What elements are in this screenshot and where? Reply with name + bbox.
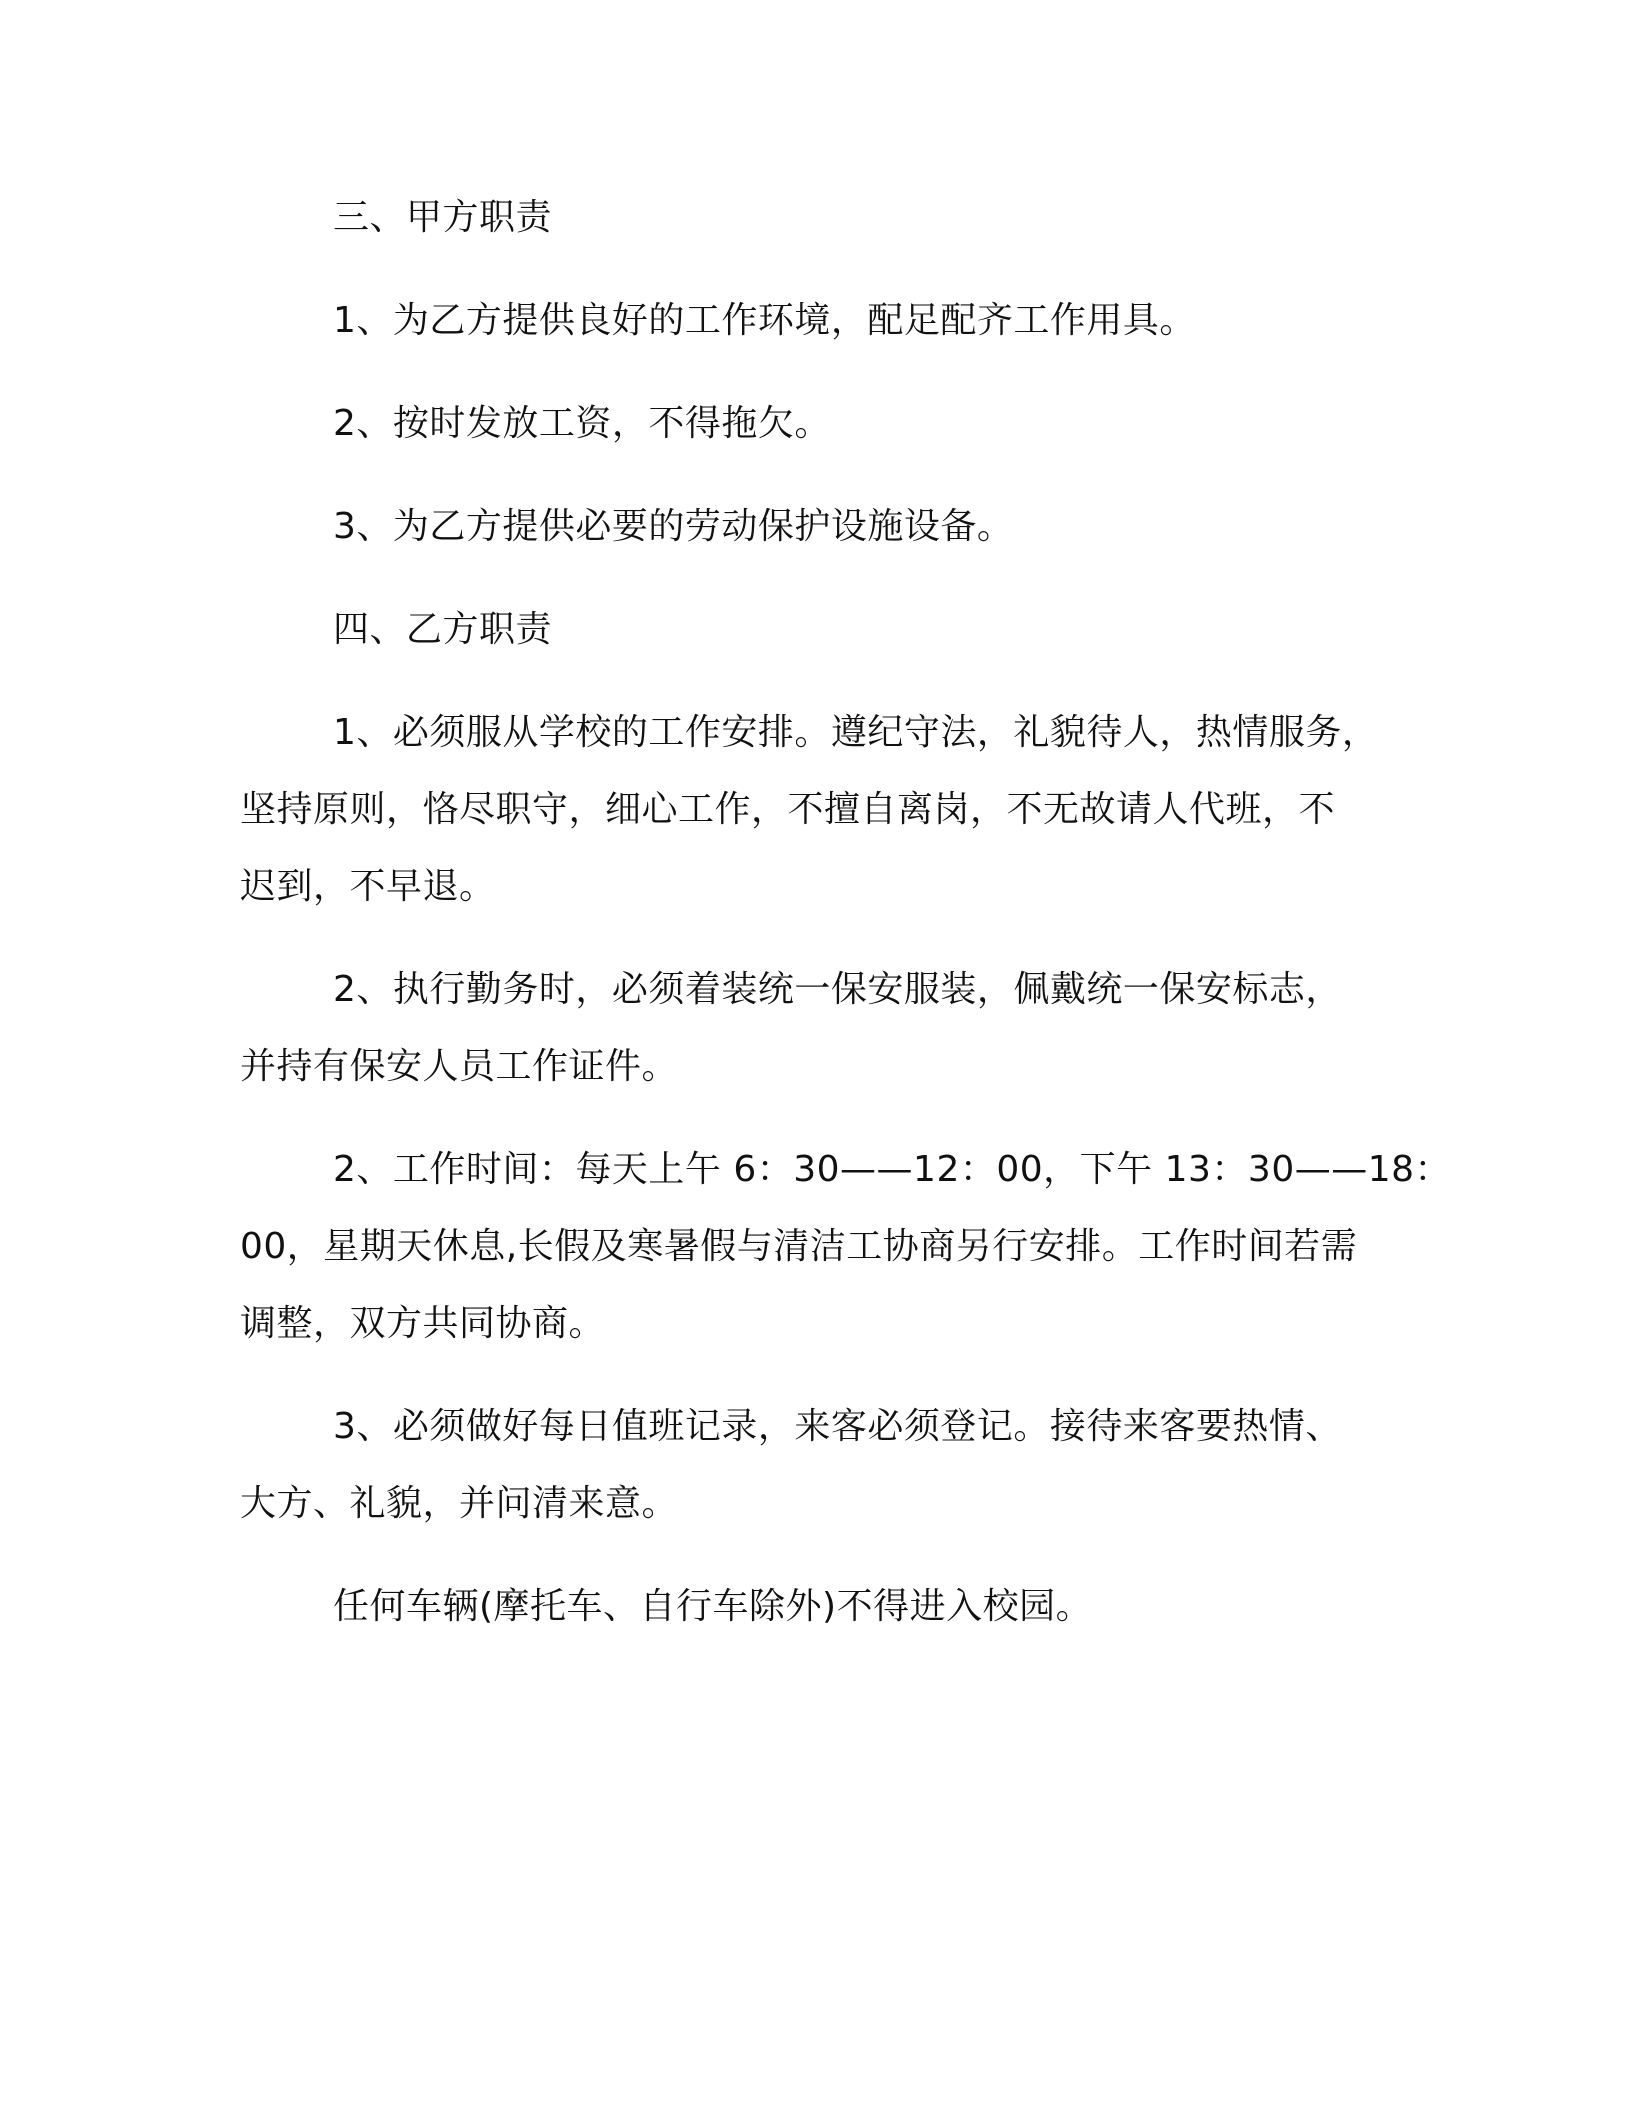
party-b-item-1-line-1: 1、必须服从学校的工作安排。遵纪守法，礼貌待人，热情服务， [333, 712, 1379, 753]
party-b-item-2-line-1: 2、执行勤务时，必须着装统一保安服装，佩戴统一保安标志， [333, 969, 1342, 1010]
party-b-item-3-line-2: 00，星期天休息,长假及寒暑假与清洁工协商另行安排。工作时间若需 [240, 1226, 1358, 1267]
party-b-item-3-line-1: 2、工作时间：每天上午 6：30——12：00，下午 13：30——18： [333, 1149, 1452, 1190]
section-heading-party-a: 三、甲方职责 [333, 197, 553, 238]
party-b-item-1-line-2: 坚持原则，恪尽职守，细心工作，不擅自离岗，不无故请人代班，不 [240, 789, 1336, 830]
party-a-item-3: 3、为乙方提供必要的劳动保护设施设备。 [333, 506, 1014, 547]
section-heading-party-b: 四、乙方职责 [333, 609, 553, 650]
party-b-item-4-line-2: 大方、礼貌，并问清来意。 [240, 1483, 679, 1524]
party-a-item-1: 1、为乙方提供良好的工作环境，配足配齐工作用具。 [333, 300, 1196, 341]
vehicle-rule-paragraph: 任何车辆(摩托车、自行车除外)不得进入校园。 [333, 1586, 1093, 1627]
party-b-item-4-line-1: 3、必须做好每日值班记录，来客必须登记。接待来客要热情、 [333, 1406, 1342, 1447]
party-b-item-3-line-3: 调整，双方共同协商。 [240, 1303, 606, 1344]
party-b-item-1-line-3: 迟到，不早退。 [240, 866, 496, 907]
party-b-item-2-line-2: 并持有保安人员工作证件。 [240, 1046, 679, 1087]
party-a-item-2: 2、按时发放工资，不得拖欠。 [333, 403, 831, 444]
